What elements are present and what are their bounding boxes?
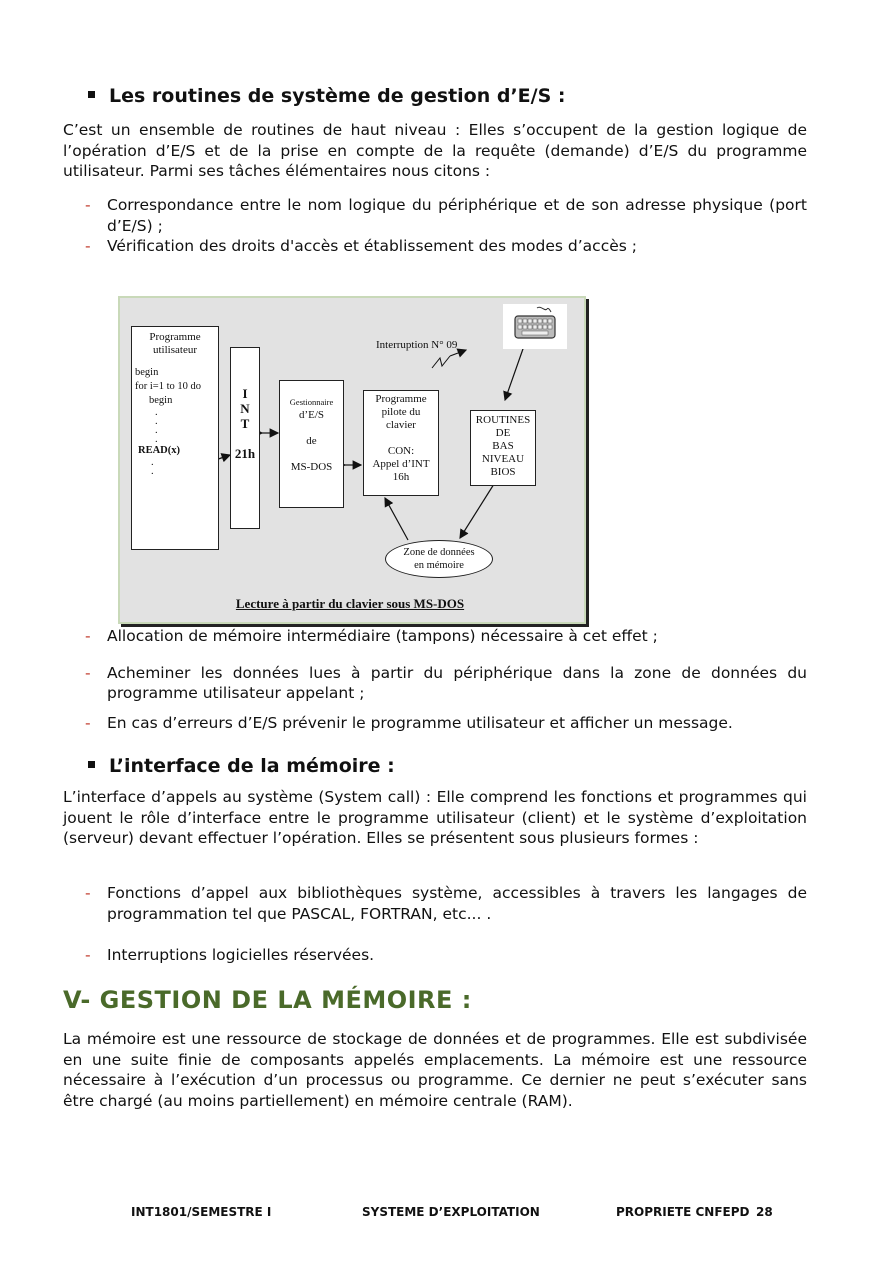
bios-line: ROUTINES: [475, 414, 531, 426]
code-read: READ(x): [138, 445, 180, 456]
io-manager-line: MS-DOS: [290, 461, 333, 473]
footer-page-number: 28: [756, 1205, 773, 1219]
code-line: for i=1 to 10 do: [135, 381, 201, 392]
bios-line: DE: [495, 427, 511, 439]
list-item-text: Vérification des droits d'accès et établissement des modes d’accès ;: [107, 237, 637, 255]
code-line: .: [151, 466, 154, 477]
memory-data-zone: [385, 540, 493, 578]
list-item-text: Fonctions d’appel aux bibliothèques système, accessibles à travers les langages de programmation tel que PASCAL, FORTRAN, etc... .: [107, 884, 807, 923]
user-program-box: [131, 326, 219, 550]
bios-line: NIVEAU: [481, 453, 525, 465]
list-io-tasks: [63, 195, 807, 257]
footer-owner: PROPRIETE CNFEPD: [616, 1205, 750, 1219]
list-item: [63, 236, 807, 257]
square-bullet-icon: [88, 91, 95, 98]
dash-bullet-icon: -: [85, 713, 91, 732]
keyboard-driver-box: [363, 390, 439, 496]
footer-course-code: INT1801/SEMESTRE I: [131, 1205, 272, 1219]
int-letter: N: [240, 401, 250, 416]
io-manager-line: de: [306, 435, 317, 447]
driver-line: 16h: [392, 471, 410, 483]
arrow-routines-to-zone: [460, 484, 494, 538]
keyboard-icon: [503, 304, 567, 349]
zone-line: Zone de données: [403, 547, 475, 558]
list-system-call-forms: [63, 883, 807, 966]
driver-line: clavier: [386, 419, 416, 431]
dash-bullet-icon: -: [85, 884, 91, 902]
driver-line: pilote du: [381, 406, 421, 418]
heading-io-routines: [88, 85, 566, 107]
list-item: [63, 663, 807, 704]
int-letter: T: [240, 416, 250, 431]
heading-text: Les routines de système de gestion d’E/S :: [109, 85, 566, 107]
code-line: .: [155, 407, 158, 418]
list-item: [63, 195, 807, 236]
list-item-text: Allocation de mémoire intermédiaire (tampons) nécessaire à cet effet ;: [107, 627, 658, 645]
driver-line: Programme: [375, 393, 427, 405]
bios-line: BAS: [492, 440, 514, 452]
code-line: begin: [135, 367, 159, 378]
bios-routines-box: [470, 410, 536, 486]
interrupt-zigzag: [432, 356, 450, 368]
list-item: [63, 626, 807, 647]
arrow-keyboard-to-routines: [505, 346, 524, 400]
code-line: .: [155, 434, 158, 445]
code-line: begin: [149, 395, 173, 406]
io-manager-box: [279, 380, 344, 508]
io-manager-line: d’E/S: [298, 409, 325, 421]
int-letter: I: [242, 386, 248, 401]
list-item-text: Interruptions logicielles réservées.: [107, 946, 375, 964]
int-21h-box: [230, 347, 260, 529]
dash-bullet-icon: -: [85, 627, 91, 645]
int-number: 21h: [234, 446, 256, 461]
list-item: [63, 883, 807, 924]
driver-line: CON:: [387, 445, 415, 457]
list-io-tasks-continued: [63, 626, 807, 733]
driver-line: Appel d’INT: [372, 458, 430, 470]
arrow-zone-to-pilote: [385, 498, 408, 540]
user-program-title: Programme utilisateur: [149, 331, 201, 356]
list-item-text: Acheminer les données lues à partir du périphérique dans la zone de données du programme utilisateur appelant ;: [107, 663, 807, 702]
heading-memory-interface: [88, 755, 395, 777]
section-title: V- GESTION DE LA MÉMOIRE :: [63, 986, 472, 1014]
footer-course-title: SYSTEME D’EXPLOITATION: [362, 1205, 540, 1219]
square-bullet-icon: [88, 761, 95, 768]
list-item: [63, 945, 807, 966]
list-item: [63, 713, 807, 734]
keyboard-read-diagram: [118, 296, 586, 624]
list-item-text: Correspondance entre le nom logique du périphérique et de son adresse physique (port d’E/S) ;: [107, 196, 807, 235]
dash-bullet-icon: -: [85, 663, 91, 682]
diagram-caption: Lecture à partir du clavier sous MS-DOS: [235, 596, 465, 611]
code-line: .: [151, 457, 154, 468]
code-line: .: [155, 416, 158, 427]
paragraph-memory-interface: L’interface d’appels au système (System call) : Elle comprend les fonctions et programmes qui jouent le rôle d’interface entre le programme utilisateur (client) et le système d’exploitation (serveur) devant effectuer l’opération. Elles se présentent sous plusieurs formes :: [63, 788, 807, 847]
bios-line: BIOS: [490, 466, 516, 478]
paragraph-memory-management: La mémoire est une ressource de stockage de données et de programmes. Elle est subdivisée en une suite finie de composants appelés emplacements. La mémoire est une ressource nécessaire à l’exécution d’un processus ou programme. Ce dernier ne peut s’exécuter sans être chargé (au moins partiellement) en mémoire centrale (RAM).: [63, 1030, 807, 1110]
heading-text: L’interface de la mémoire :: [109, 755, 395, 777]
io-manager-small: Gestionnaire: [289, 397, 334, 407]
dash-bullet-icon: -: [85, 237, 91, 255]
zone-line: en mémoire: [414, 560, 464, 571]
paragraph-io-routines: C’est un ensemble de routines de haut niveau : Elles s’occupent de la gestion logique de l’opération d’E/S et de la prise en compte de la requête (demande) d’E/S du programme utilisateur. Parmi ses tâches élémentaires nous citons :: [63, 121, 807, 180]
dash-bullet-icon: -: [85, 196, 91, 214]
dash-bullet-icon: -: [85, 946, 91, 964]
interrupt-label: Interruption N° 09: [376, 339, 458, 351]
list-item-text: En cas d’erreurs d’E/S prévenir le programme utilisateur et afficher un message.: [107, 713, 733, 732]
user-program-code: [132, 366, 218, 476]
code-line: .: [155, 425, 158, 436]
